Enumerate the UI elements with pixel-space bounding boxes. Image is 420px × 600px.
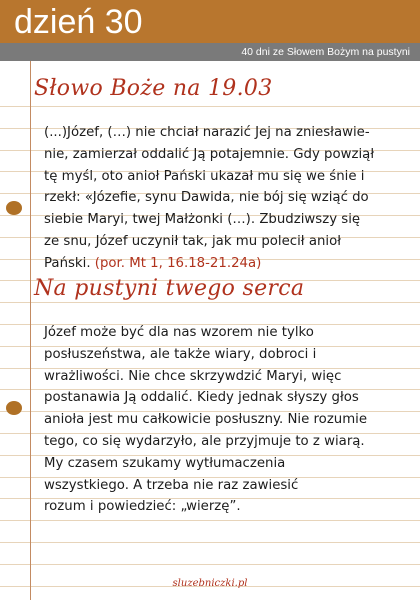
day-title: dzień 30	[14, 3, 143, 41]
scripture-text	[44, 122, 410, 275]
bullet-dot-top	[6, 201, 22, 215]
footer-site: sluzebniczki.pl	[172, 578, 248, 589]
margin-line	[30, 61, 31, 600]
subtitle: 40 dni ze Słowem Bożym na pustyni	[241, 46, 410, 58]
ruled-line	[0, 520, 420, 521]
text-line-last	[44, 253, 410, 275]
ruled-line	[0, 564, 420, 565]
text-line: siebie Maryi, twej Małżonki (…). Zbudziwszy się	[44, 212, 361, 228]
text-line: rzekł: «Józefie, synu Dawida, nie bój się wziąć do	[44, 190, 369, 206]
text-line: postanawia Ją oddalić. Kiedy jednak słyszy głos	[44, 390, 359, 406]
text-line: ze snu, Józef uczynił tak, jak mu polecił anioł	[44, 233, 341, 249]
reflection-text	[44, 322, 410, 518]
text-line: Józef może być dla nas wzorem nie tylko	[44, 325, 314, 340]
scripture-section-title: Słowo Boże na 19.03	[34, 76, 273, 101]
header-bar	[0, 0, 420, 43]
text-line: nie, zamierzał oddalić Ją potajemnie. Gdy powziął	[44, 146, 375, 162]
scripture-reference: (por. Mt 1, 16.18-21.24a)	[94, 255, 262, 271]
text-line: wrażliwości. Nie chce skrzywdzić Maryi, więc	[44, 368, 342, 384]
text-line: rozum i powiedzieć: „wierzę”.	[44, 499, 241, 515]
text-line: tego, co się wydarzyło, ale przyjmuje to z wiarą.	[44, 433, 365, 449]
ruled-line	[0, 106, 420, 107]
text-line: (...)Józef, (…) nie chciał narazić Jej na zniesławie-	[44, 125, 370, 140]
reflection-section-title: Na pustyni twego serca	[34, 276, 305, 301]
bullet-dot-bottom	[6, 401, 22, 415]
text-line: wszystkiego. A trzeba nie raz zawiesić	[44, 477, 299, 493]
text-line: anioła jest mu całkowicie posłuszny. Nie rozumie	[44, 412, 368, 428]
text-line: tę myśl, oto anioł Pański ukazał mu się we śnie i	[44, 168, 365, 184]
ruled-line	[0, 302, 420, 303]
text-line: posłuszeństwa, ale także wiary, dobroci i	[44, 346, 317, 362]
ruled-line	[0, 542, 420, 543]
text-line: My czasem szukamy wytłumaczenia	[44, 455, 286, 471]
subtitle-bar	[0, 43, 420, 61]
text-last-words: Pański.	[44, 255, 91, 271]
